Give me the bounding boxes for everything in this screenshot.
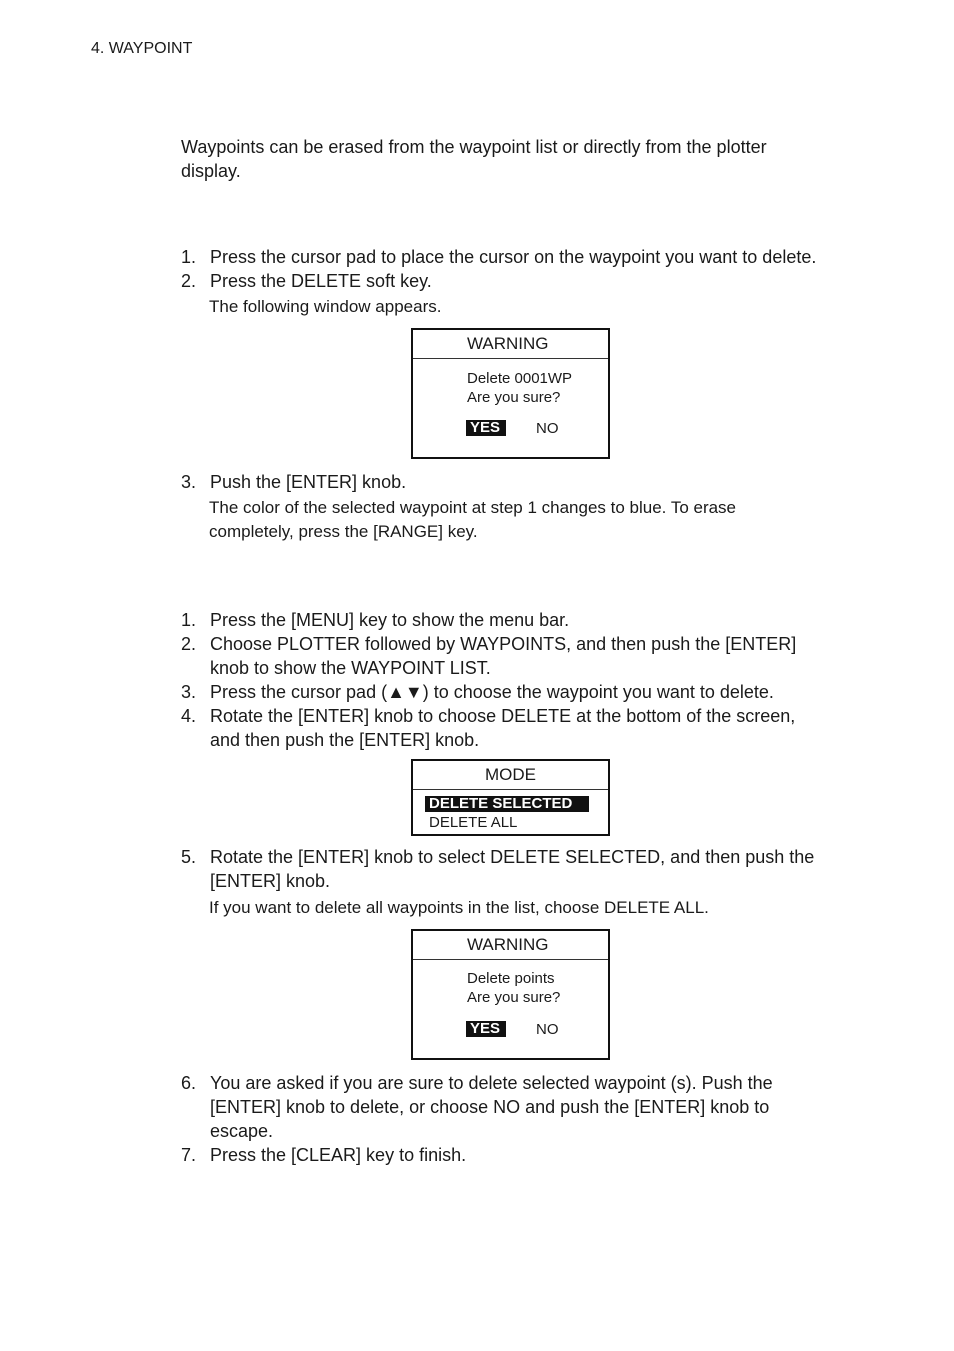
step-number: 2. — [181, 271, 197, 291]
step-number: 3. — [181, 682, 197, 702]
note-step3: The color of the selected waypoint at step 1 changes to blue. To erase completely, press the [RANGE] key. — [209, 498, 737, 541]
note-step5: If you want to delete all waypoints in the list, choose DELETE ALL. — [209, 898, 709, 917]
plotter-step-3: Push the [ENTER] knob. — [210, 472, 407, 492]
step-number: 6. — [181, 1073, 197, 1093]
no-option[interactable]: NO — [536, 1021, 559, 1038]
note-window-appears: The following window appears. — [209, 297, 442, 316]
intro-paragraph: Waypoints can be erased from the waypoint list or directly from the plotter display. — [181, 137, 767, 181]
dialog-message-line2: Are you sure? — [467, 389, 561, 406]
step-number: 3. — [181, 472, 197, 492]
step-number: 1. — [181, 610, 197, 630]
delete-all-option[interactable]: DELETE ALL — [429, 814, 518, 831]
dialog-title: WARNING — [413, 931, 608, 960]
step-number: 1. — [181, 247, 197, 267]
yes-option[interactable]: YES — [466, 1021, 506, 1037]
plotter-step-1: Press the cursor pad to place the cursor on the waypoint you want to delete. — [210, 247, 817, 267]
list-step-1: Press the [MENU] key to show the menu bar. — [210, 610, 570, 630]
dialog-title: WARNING — [413, 330, 608, 359]
delete-selected-option[interactable]: DELETE SELECTED — [425, 796, 589, 812]
list-step-5: Rotate the [ENTER] knob to select DELETE SELECTED, and then push the [ENTER] knob. — [210, 847, 815, 891]
dialog-message-line2: Are you sure? — [467, 989, 561, 1006]
mode-dialog — [411, 759, 610, 836]
list-step-6: You are asked if you are sure to delete selected waypoint (s). Push the [ENTER] knob to delete, or choose NO and push the [ENTER] knob to escape. — [210, 1073, 773, 1141]
dialog-message-line1: Delete points — [467, 970, 555, 987]
running-header: 4. WAYPOINT — [91, 40, 193, 57]
no-option[interactable]: NO — [536, 420, 559, 437]
step-number: 5. — [181, 847, 197, 867]
yes-option[interactable]: YES — [466, 420, 506, 436]
plotter-step-2: Press the DELETE soft key. — [210, 271, 432, 291]
list-step-7: Press the [CLEAR] key to finish. — [210, 1145, 467, 1165]
dialog-message-line1: Delete 0001WP — [467, 370, 573, 387]
step-number: 2. — [181, 634, 197, 654]
step-number: 7. — [181, 1145, 197, 1165]
warning-dialog-1 — [411, 328, 610, 459]
mode-dialog-title: MODE — [413, 761, 608, 790]
list-step-4: Rotate the [ENTER] knob to choose DELETE at the bottom of the screen, and then push the [ENTER] knob. — [210, 706, 796, 750]
warning-dialog-2 — [411, 929, 610, 1060]
list-step-3: Press the cursor pad (▲▼) to choose the waypoint you want to delete. — [210, 682, 774, 702]
list-step-2: Choose PLOTTER followed by WAYPOINTS, and then push the [ENTER] knob to show the WAYPOINT LIST. — [210, 634, 797, 678]
step-number: 4. — [181, 706, 197, 726]
